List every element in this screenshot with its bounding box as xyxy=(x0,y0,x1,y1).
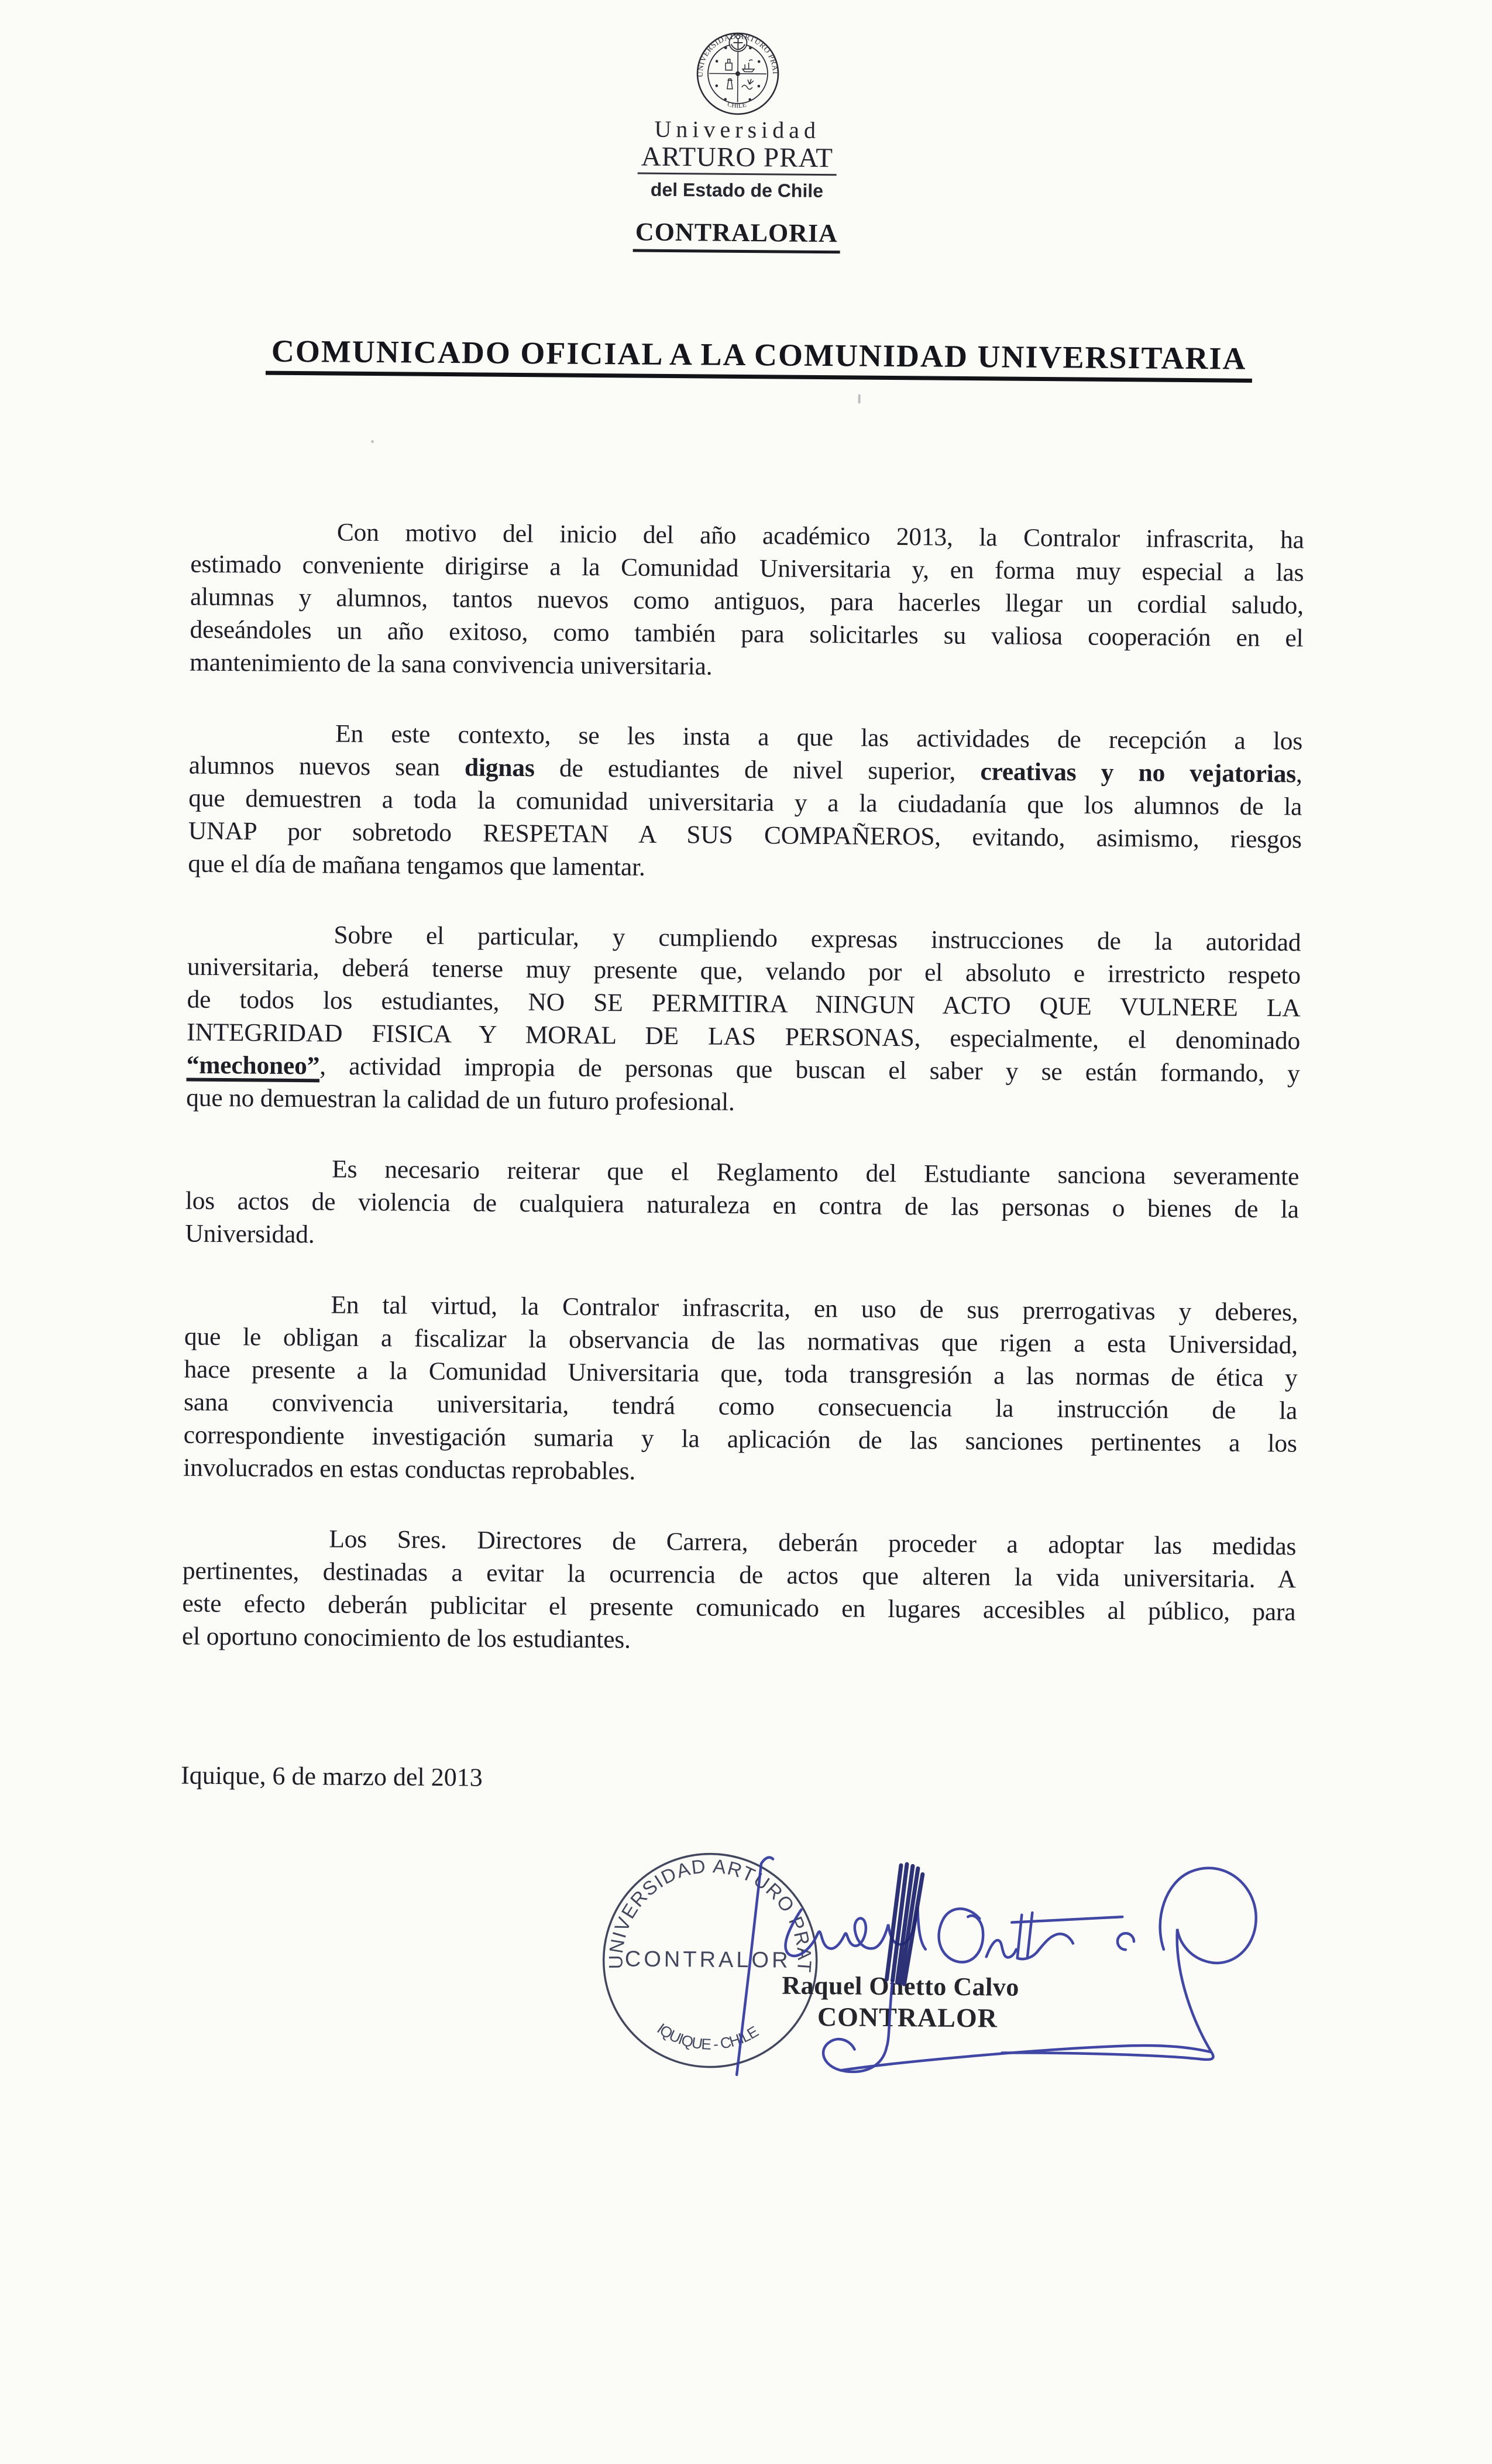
text-line: este efecto deberán publicitar el presente comunicado en lugares accesibles al público, para xyxy=(182,1589,1296,1626)
text-line: hace presente a la Comunidad Universitaria que, toda transgresión a las normas de ética y xyxy=(184,1355,1298,1392)
text-line: Es necesario reiterar que el Reglamento del Estudiante sanciona severamente xyxy=(332,1155,1300,1191)
text-line: correspondiente investigación sumaria y la aplicación de las sanciones pertinentes a los xyxy=(183,1420,1297,1458)
university-name-line2: ARTURO PRAT xyxy=(638,142,837,176)
handwritten-signature xyxy=(720,1844,1413,2153)
stamp-arc-bottom-text: IQUIQUE - CHILE xyxy=(654,2019,762,2053)
body-paragraphs xyxy=(182,515,1304,1662)
text-line: alumnos nuevos sean dignas de estudiantes de nivel superior, creativas y no vejatorias, xyxy=(188,751,1302,788)
text-line: UNAP por sobretodo RESPETAN A SUS COMPAÑEROS, evitando, asimismo, riesgos xyxy=(188,816,1302,854)
text-line: Sobre el particular, y cumpliendo expresas instrucciones de la autoridad xyxy=(334,921,1301,957)
department-name: CONTRALORIA xyxy=(633,217,840,253)
text-line: Los Sres. Directores de Carrera, deberán proceder a adoptar las medidas xyxy=(329,1525,1297,1561)
document-title: COMUNICADO OFICIAL A LA COMUNIDAD UNIVERSITARIA xyxy=(266,335,1253,383)
document-body xyxy=(181,515,1304,1801)
text-line: alumnas y alumnos, tantos nuevos como antiguos, para hacerles llegar un cordial saludo, xyxy=(190,582,1304,620)
seal-ring-text: UNIVERSIDAD ARTURO PRAT xyxy=(695,31,781,78)
text-line: En este contexto, se les insta a que las actividades de recepción a los xyxy=(335,719,1303,756)
university-name-line1: Universidad xyxy=(654,115,821,144)
text-line: INTEGRIDAD FISICA Y MORAL DE LAS PERSONAS, especialmente, el denominado xyxy=(186,1018,1301,1055)
text-line: “mechoneo”, actividad impropia de personas que buscan el saber y se están formando, y xyxy=(186,1051,1300,1088)
seal-ring-bottom-text: CHILE xyxy=(726,101,748,110)
text-line: que le obligan a fiscalizar la observancia de las normativas que rigen a esta Universidad, xyxy=(184,1322,1298,1360)
text-line: pertinentes, destinadas a evitar la ocurrencia de actos que alteren la vida universitaria. A xyxy=(182,1556,1297,1594)
text-line: involucrados en estas conductas reprobables. xyxy=(183,1453,636,1485)
scan-speck xyxy=(858,394,861,404)
text-line: de todos los estudiantes, NO SE PERMITIRA NINGUN ACTO QUE VULNERE LA xyxy=(187,985,1301,1022)
text-line: Universidad. xyxy=(185,1219,315,1249)
text-line: En tal virtud, la Contralor infrascrita, en uso de sus prerrogativas y deberes, xyxy=(331,1291,1298,1327)
title-row xyxy=(0,332,1489,385)
paragraph xyxy=(190,515,1304,688)
scan-speck xyxy=(371,440,374,443)
paragraph xyxy=(188,716,1302,889)
department-row xyxy=(0,212,1483,259)
paragraph xyxy=(185,1152,1299,1259)
paragraph xyxy=(182,1522,1297,1662)
text-line: el oportuno conocimiento de los estudiantes. xyxy=(181,1622,631,1654)
text-line: universitaria, deberá tenerse muy presente que, velando por el absoluto e irrestricto respeto xyxy=(187,952,1301,990)
stamp-arc-top-text: UNIVERSIDAD ARTURO PRAT xyxy=(604,1855,816,1975)
paragraph xyxy=(186,918,1301,1123)
date-line: Iquique, 6 de marzo del 2013 xyxy=(180,1761,483,1792)
signer-role: CONTRALOR xyxy=(817,2002,998,2033)
signer-name: Raquel Onetto Calvo xyxy=(782,1971,1020,2002)
university-name-line3: del Estado de Chile xyxy=(650,179,824,202)
text-line: que el día de mañana tengamos que lamentar. xyxy=(188,849,645,881)
stamp-center-text: CONTRALOR xyxy=(624,1947,791,1973)
text-line: los actos de violencia de cualquiera naturaleza en contra de las personas o bienes de la xyxy=(185,1186,1299,1224)
text-line: deseándoles un año exitoso, como también para solicitarles su valiosa cooperación en el xyxy=(190,615,1304,653)
university-seal-icon xyxy=(693,28,782,116)
text-line: mantenimiento de la sana convivencia universitaria. xyxy=(189,648,713,681)
letterhead xyxy=(0,22,1484,259)
text-line: estimado conveniente dirigirse a la Comunidad Universitaria y, en forma muy especial a las xyxy=(190,550,1304,587)
text-line: sana convivencia universitaria, tendrá como consecuencia la instrucción de la xyxy=(183,1388,1298,1425)
text-line: Con motivo del inicio del año académico 2013, la Contralor infrascrita, ha xyxy=(336,518,1304,554)
text-line: que no demuestran la calidad de un futuro profesional. xyxy=(186,1083,735,1116)
text-line: que demuestren a toda la comunidad universitaria y a la ciudadanía que los alumnos de la xyxy=(188,784,1302,821)
paragraph xyxy=(183,1288,1298,1493)
